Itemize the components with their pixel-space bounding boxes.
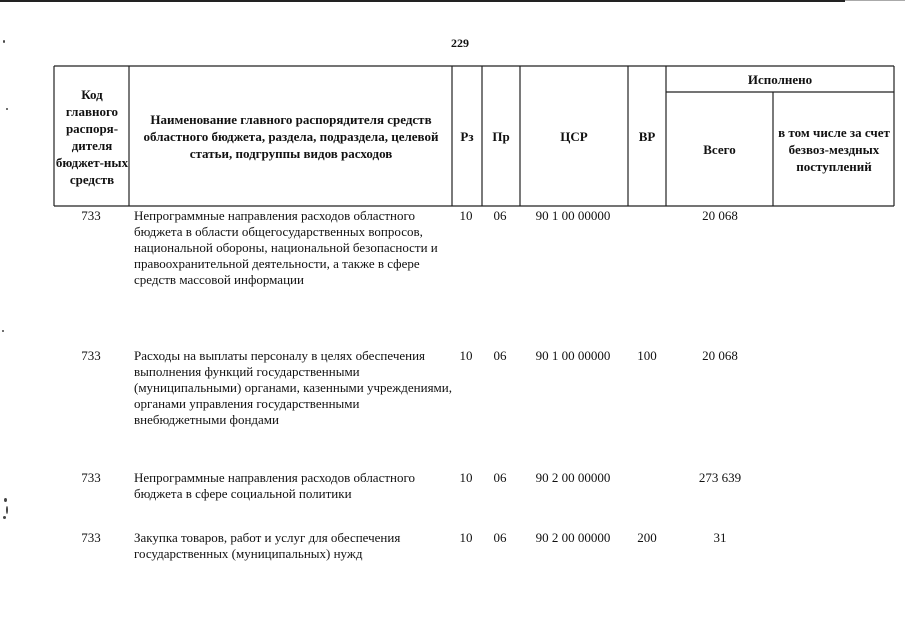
header-rz: Рз <box>460 129 474 144</box>
cell-csr: 90 2 00 00000 <box>535 530 611 545</box>
header-kod: Код главного распоря-дителя бюджет-ных средств <box>55 86 129 187</box>
cell-rz: 10 <box>459 348 473 363</box>
cell-pr: 06 <box>493 348 507 363</box>
header-name: Наименование главного распорядителя средств областного бюджета, раздела, подраздела, целевой статьи, подгруппы видов расходов <box>143 112 439 161</box>
cell-kod: 733 <box>81 470 101 485</box>
header-csr: ЦСР <box>560 129 588 144</box>
cell-kod: 733 <box>81 348 101 363</box>
cell-rz: 10 <box>459 470 473 485</box>
cell-vr: 100 <box>637 348 657 363</box>
header-vsego: Всего <box>703 142 736 157</box>
header-free-income: в том числе за счет безвоз-мездных поступлений <box>778 125 890 174</box>
cell-total: 31 <box>713 530 727 545</box>
cell-total: 20 068 <box>702 348 738 363</box>
cell-rz: 10 <box>459 208 473 223</box>
cell-rz: 10 <box>459 530 473 545</box>
cell-name: Закупка товаров, работ и услуг для обеспечения государственных (муниципальных) нужд <box>134 530 401 561</box>
cell-csr: 90 2 00 00000 <box>535 470 611 485</box>
cell-name: Непрограммные направления расходов областного бюджета в области общегосударственных вопросов, национальной обороны, национальной безопасности и правоохранительной деятельности, а также в сфере средств массовой информации <box>134 208 438 287</box>
header-pr: Пр <box>492 129 510 144</box>
cell-kod: 733 <box>81 530 101 545</box>
cell-name: Непрограммные направления расходов областного бюджета в сфере социальной политики <box>134 470 415 501</box>
header-ispolneno: Исполнено <box>747 72 813 87</box>
cell-pr: 06 <box>493 530 507 545</box>
cell-pr: 06 <box>493 470 507 485</box>
page-number: 229 <box>451 36 469 50</box>
cell-vr: 200 <box>637 530 657 545</box>
header-vr: ВР <box>638 129 656 144</box>
cell-pr: 06 <box>493 208 507 223</box>
cell-csr: 90 1 00 00000 <box>535 348 611 363</box>
cell-total: 20 068 <box>702 208 738 223</box>
cell-total: 273 639 <box>698 470 742 485</box>
cell-kod: 733 <box>81 208 101 223</box>
cell-name: Расходы на выплаты персоналу в целях обеспечения выполнения функций государственными (муниципальными) органами, казенными учреждениями, органами управления государственными внебюджетными фондами <box>134 348 452 427</box>
cell-csr: 90 1 00 00000 <box>535 208 611 223</box>
